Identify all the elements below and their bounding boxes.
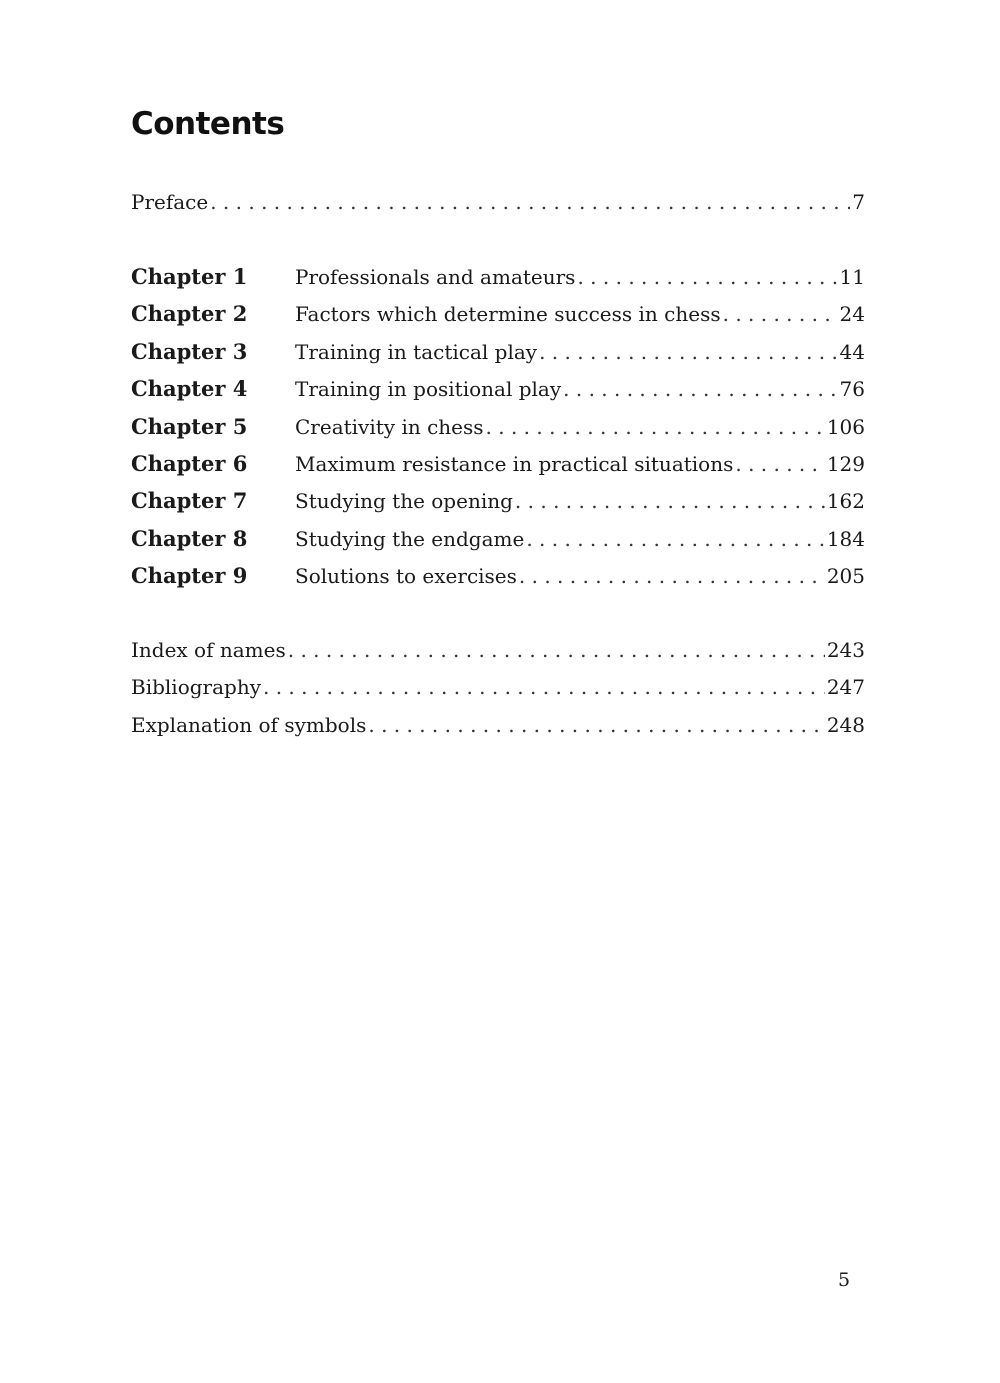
dot-leader <box>519 564 825 588</box>
toc-entry-title: Studying the endgame <box>295 526 525 551</box>
toc-back-matter <box>131 638 865 750</box>
toc-entry-chapter-8[interactable] <box>131 526 865 563</box>
toc-entry-chapter-6[interactable] <box>131 451 865 488</box>
toc-page-number: 247 <box>826 675 865 700</box>
chapter-label: Chapter 3 <box>131 338 248 364</box>
chapter-label: Chapter 1 <box>131 264 248 289</box>
chapter-label: Chapter 9 <box>131 563 248 589</box>
chapter-label: Chapter 6 <box>131 450 248 476</box>
toc-page-number: 106 <box>826 414 865 439</box>
dot-leader <box>486 415 825 439</box>
dot-leader <box>577 265 837 289</box>
toc-front-matter <box>131 190 865 227</box>
toc-page-number: 184 <box>826 526 865 551</box>
toc-entry-title: Explanation of symbols <box>131 712 367 737</box>
toc-page-number: 243 <box>826 638 865 662</box>
toc-entry-title: Creativity in chess <box>295 414 484 439</box>
toc-entry-chapter-9[interactable] <box>131 563 865 600</box>
dot-leader <box>263 675 825 699</box>
toc-page-number: 24 <box>839 302 865 327</box>
chapter-label: Chapter 5 <box>131 413 248 439</box>
toc-chapters <box>131 264 865 601</box>
toc-entry-title: Bibliography <box>131 675 261 700</box>
toc-page-number: 129 <box>826 451 865 476</box>
toc-page-number: 76 <box>839 377 865 402</box>
dot-leader <box>210 190 850 214</box>
toc-entry-title: Maximum resistance in practical situations <box>295 451 734 476</box>
chapter-label: Chapter 7 <box>131 488 248 514</box>
toc-entry-chapter-2[interactable] <box>131 301 865 338</box>
toc-entry-index-of-names[interactable] <box>131 638 865 675</box>
dot-leader <box>539 340 837 364</box>
toc-entry-title: Professionals and amateurs <box>295 265 576 289</box>
toc-page-number: 11 <box>839 265 865 289</box>
toc-entry-explanation-of-symbols[interactable] <box>131 713 865 750</box>
dot-leader <box>723 302 838 326</box>
dot-leader <box>515 489 825 513</box>
toc-entry-title: Training in tactical play <box>295 339 538 364</box>
toc-entry-chapter-1[interactable] <box>131 264 865 301</box>
toc-page-number: 205 <box>826 564 865 589</box>
toc-entry-bibliography[interactable] <box>131 675 865 712</box>
toc-entry-title: Training in positional play <box>295 377 562 402</box>
dot-leader <box>368 713 824 737</box>
chapter-label: Chapter 2 <box>131 301 248 327</box>
dot-leader <box>526 527 824 551</box>
toc-entry-chapter-5[interactable] <box>131 414 865 451</box>
toc-entry-chapter-4[interactable] <box>131 376 865 413</box>
dot-leader <box>288 638 825 662</box>
dot-leader <box>735 452 824 476</box>
toc-entry-title: Preface <box>131 190 209 214</box>
toc-entry-chapter-3[interactable] <box>131 339 865 376</box>
toc-page-number: 44 <box>839 339 865 364</box>
page-title: Contents <box>131 106 285 142</box>
toc-entry-title: Studying the opening <box>295 489 513 514</box>
dot-leader <box>563 377 837 401</box>
chapter-label: Chapter 8 <box>131 525 248 551</box>
page-number-folio: 5 <box>838 1269 851 1291</box>
toc-page-number: 7 <box>852 190 865 214</box>
toc-entry-title: Index of names <box>131 638 286 662</box>
toc-entry-title: Solutions to exercises <box>295 564 517 589</box>
toc-page-number: 248 <box>826 712 865 737</box>
toc-entry-chapter-7[interactable] <box>131 488 865 525</box>
toc-page-number: 162 <box>826 489 865 514</box>
toc-entry-title: Factors which determine success in chess <box>295 302 721 327</box>
chapter-label: Chapter 4 <box>131 376 248 402</box>
toc-entry-preface[interactable] <box>131 190 865 227</box>
